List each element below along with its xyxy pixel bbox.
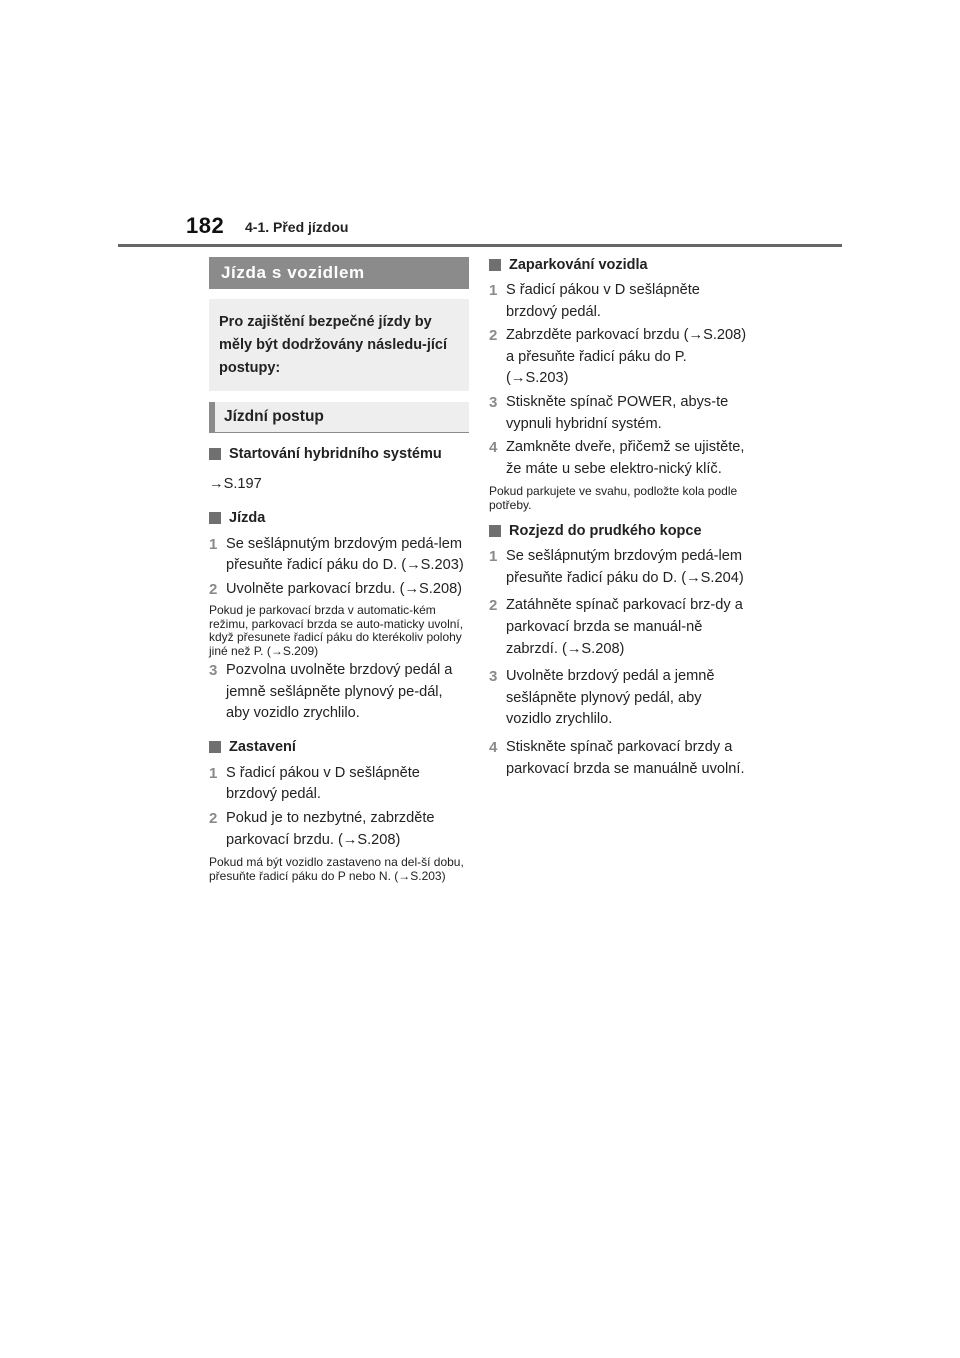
list-item xyxy=(489,546,749,589)
square-bullet-icon xyxy=(209,448,221,460)
step-text: Se sešlápnutým brzdovým pedá-lem přesuňte řadicí páku do D. (→S.203) xyxy=(226,535,464,574)
section-title: 4-1. Před jízdou xyxy=(245,219,349,235)
step-number: 3 xyxy=(209,662,218,679)
step-text: S řadicí pákou v D sešlápněte brzdový pedál. xyxy=(506,282,700,320)
step-number: 2 xyxy=(209,580,218,598)
step-text: S řadicí pákou v D sešlápněte brzdový pedál. xyxy=(226,764,420,803)
step-text: Stiskněte spínač POWER, abys-te vypnuli hybridní systém. xyxy=(506,393,729,432)
list-item xyxy=(209,534,469,577)
start-heading xyxy=(209,444,469,465)
step-text: Stiskněte spínač parkovací brzdy a parkovací brzda se manuálně uvolní. xyxy=(506,738,745,777)
step-number: 1 xyxy=(209,764,218,782)
left-column xyxy=(209,257,469,883)
park-heading-text: Zaparkování vozidla xyxy=(509,257,648,273)
square-bullet-icon xyxy=(489,525,501,537)
step-text: Pokud je to nezbytné, zabrzděte parkovací brzdu. (→S.208) xyxy=(226,809,435,848)
step-number: 1 xyxy=(489,282,498,299)
step-number: 1 xyxy=(489,548,498,566)
square-bullet-icon xyxy=(489,259,501,271)
step-number: 3 xyxy=(489,393,498,411)
step-text: Zatáhněte spínač parkovací brz-dy a parkovací brzda se manuál-ně zabrzdí. (→S.208) xyxy=(506,597,743,657)
drive-heading xyxy=(209,508,469,529)
step-number: 2 xyxy=(489,327,498,345)
park-heading xyxy=(489,255,749,276)
intro-box: Pro zajištění bezpečné jízdy by měly být dodržovány následu-jící postupy: xyxy=(209,299,469,391)
step-number: 3 xyxy=(489,668,498,686)
square-bullet-icon xyxy=(209,741,221,753)
stop-heading-text: Zastavení xyxy=(229,738,296,755)
step-number: 2 xyxy=(489,597,498,615)
list-item xyxy=(489,325,749,390)
right-column xyxy=(489,257,749,780)
stop-note: Pokud má být vozidlo zastaveno na del-ší dobu, přesuňte řadicí páku do P nebo N. (→S.203) xyxy=(209,855,464,883)
header-divider xyxy=(118,244,842,247)
step-text: Uvolněte brzdový pedál a jemně sešlápněte plynový pedál, aby vozidlo zrychlilo. xyxy=(506,668,715,728)
step-text: Uvolněte parkovací brzdu. (→S.208) xyxy=(226,580,463,597)
list-item xyxy=(209,763,469,806)
drive-note: Pokud je parkovací brzda v automatic-kém režimu, parkovací brzda se auto-maticky uvolní, když přesunete řadicí páku do kterékoliv polohy jiné než P. (→S.209) xyxy=(209,603,464,658)
subsection-title: Jízdní postup xyxy=(209,402,469,433)
list-item xyxy=(489,392,749,435)
list-item xyxy=(489,666,749,731)
stop-heading xyxy=(209,737,469,758)
list-item xyxy=(489,280,749,323)
hill-heading xyxy=(489,521,749,542)
list-item xyxy=(489,737,749,780)
step-number: 4 xyxy=(489,738,498,756)
list-item xyxy=(209,808,469,851)
start-heading-text: Startování hybridního systému xyxy=(229,446,442,462)
step-text: Zamkněte dveře, přičemž se ujistěte, že máte u sebe elektro-nický klíč. xyxy=(506,439,745,477)
list-item xyxy=(489,595,749,660)
square-bullet-icon xyxy=(209,512,221,524)
step-text: Pozvolna uvolněte brzdový pedál a jemně sešlápněte plynový pe-dál, aby vozidlo zrychlilo. xyxy=(226,662,453,722)
hill-heading-text: Rozjezd do prudkého kopce xyxy=(509,523,702,540)
drive-heading-text: Jízda xyxy=(229,509,266,526)
step-number: 4 xyxy=(489,439,498,457)
step-number: 2 xyxy=(209,809,218,827)
page-number: 182 xyxy=(186,213,225,238)
step-text: Se sešlápnutým brzdovým pedá-lem přesuňte řadicí páku do D. (→S.204) xyxy=(506,548,744,586)
park-note: Pokud parkujete ve svahu, podložte kola podle potřeby. xyxy=(489,484,738,512)
start-reference: →S.197 xyxy=(209,476,262,492)
list-item xyxy=(209,660,469,725)
step-text: Zabrzděte parkovací brzdu (→S.208) a přesuňte řadicí páku do P. (→S.203) xyxy=(506,327,747,387)
step-number: 1 xyxy=(209,535,218,553)
chapter-title: Jízda s vozidlem xyxy=(209,257,469,289)
list-item xyxy=(209,579,469,601)
list-item xyxy=(489,437,749,480)
